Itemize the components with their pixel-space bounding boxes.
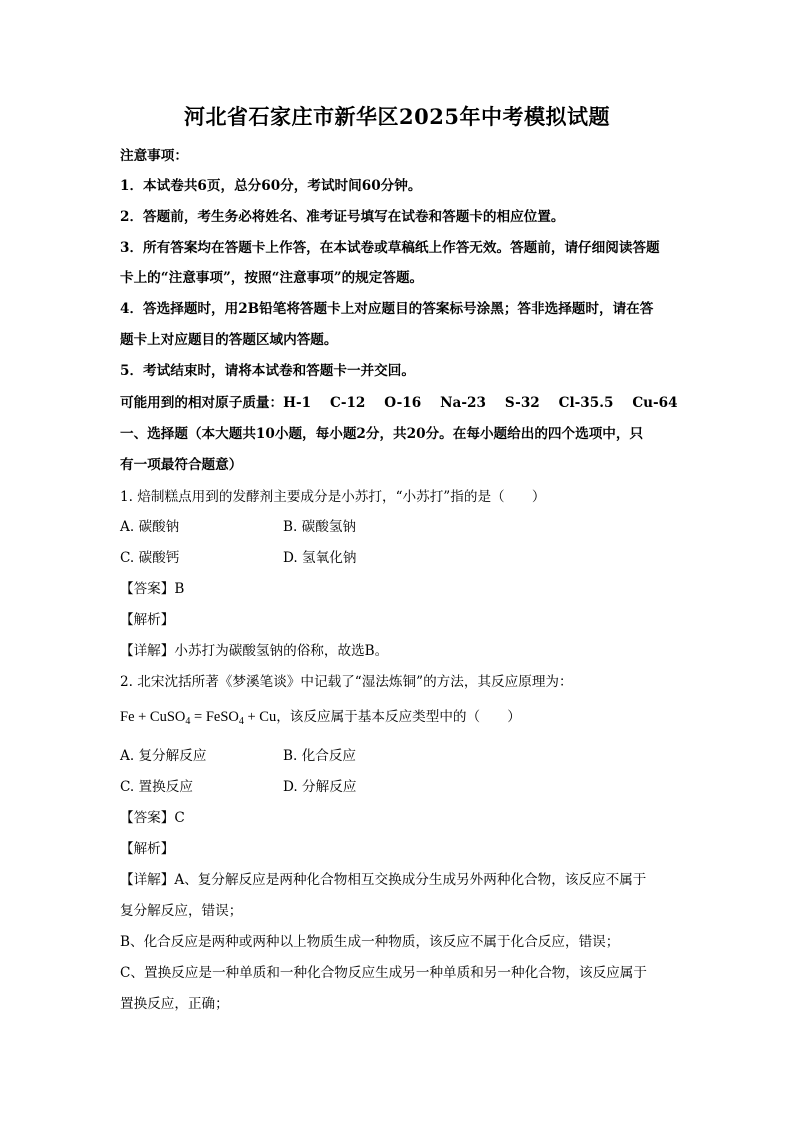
atomic-masses: 可能用到的相对原子质量：H-1 C-12 O-16 Na-23 S-32 Cl-35.5 Cu-64 bbox=[120, 395, 678, 411]
question-2-analysis-label: 【解析】 bbox=[120, 841, 175, 857]
question-1-option-a: A. 碳酸钠 bbox=[120, 519, 180, 535]
notes-heading: 注意事项： bbox=[120, 148, 188, 164]
question-1-analysis-label: 【解析】 bbox=[120, 612, 175, 628]
note-item-3: 3．所有答案均在答题卡上作答，在本试卷或草稿纸上作答无效。答题前，请仔细阅读答题 bbox=[120, 240, 660, 256]
page-title: 河北省石家庄市新华区2025年中考模拟试题 bbox=[184, 104, 610, 129]
question-1-stem: 1. 焙制糕点用到的发酵剂主要成分是小苏打，“小苏打”指的是（ ） bbox=[120, 489, 546, 505]
note-item-5: 5．考试结束时，请将本试卷和答题卡一并交回。 bbox=[120, 363, 415, 379]
question-2-option-d: D. 分解反应 bbox=[283, 779, 357, 795]
note-item-3-cont: 卡上的“注意事项”，按照“注意事项”的规定答题。 bbox=[120, 270, 424, 286]
note-item-2: 2．答题前，考生务必将姓名、准考证号填写在试卷和答题卡的相应位置。 bbox=[120, 209, 565, 225]
section-heading-cont: 有一项最符合题意） bbox=[120, 457, 243, 473]
question-1-option-c: C. 碳酸钙 bbox=[120, 550, 180, 566]
note-item-4: 4．答选择题时，用2B铅笔将答题卡上对应题目的答案标号涂黑；答非选择题时，请在答 bbox=[120, 301, 654, 317]
question-2-stem-tail: ，该反应属于基本反应类型中的（ ） bbox=[276, 709, 521, 725]
question-2-detail-4: C、置换反应是一种单质和一种化合物反应生成另一种单质和另一种化合物，该反应属于 bbox=[120, 965, 647, 981]
question-1-answer: 【答案】B bbox=[120, 581, 185, 597]
question-2-option-c: C. 置换反应 bbox=[120, 779, 193, 795]
question-2-equation-line bbox=[120, 707, 521, 727]
question-2-detail-1: 【详解】A、复分解反应是两种化合物相互交换成分生成另外两种化合物，该反应不属于 bbox=[120, 872, 647, 888]
question-2-detail-5: 置换反应，正确； bbox=[120, 996, 229, 1012]
question-1-option-d: D. 氢氧化钠 bbox=[283, 550, 357, 566]
section-heading: 一、选择题（本大题共10小题，每小题2分，共20分。在每小题给出的四个选项中，只 bbox=[120, 426, 644, 442]
question-2-option-b: B. 化合反应 bbox=[283, 748, 357, 764]
question-2-detail-2: 复分解反应，错误； bbox=[120, 903, 243, 919]
question-2-stem: 2. 北宋沈括所著《梦溪笔谈》中记载了“湿法炼铜”的方法，其反应原理为： bbox=[120, 674, 573, 690]
question-2-option-a: A. 复分解反应 bbox=[120, 748, 207, 764]
note-item-1: 1．本试卷共6页，总分60分，考试时间60分钟。 bbox=[120, 178, 422, 194]
question-1-detail: 【详解】小苏打为碳酸氢钠的俗称，故选B。 bbox=[120, 643, 389, 659]
question-2-detail-3: B、化合反应是两种或两种以上物质生成一种物质，该反应不属于化合反应，错误； bbox=[120, 934, 620, 950]
question-2-answer: 【答案】C bbox=[120, 810, 185, 826]
note-item-4-cont: 题卡上对应题目的答题区域内答题。 bbox=[120, 332, 338, 348]
chemical-equation: Fe + CuSO$_4$ = FeSO$_4$ + Cu bbox=[120, 709, 277, 727]
question-1-option-b: B. 碳酸氢钠 bbox=[283, 519, 357, 535]
